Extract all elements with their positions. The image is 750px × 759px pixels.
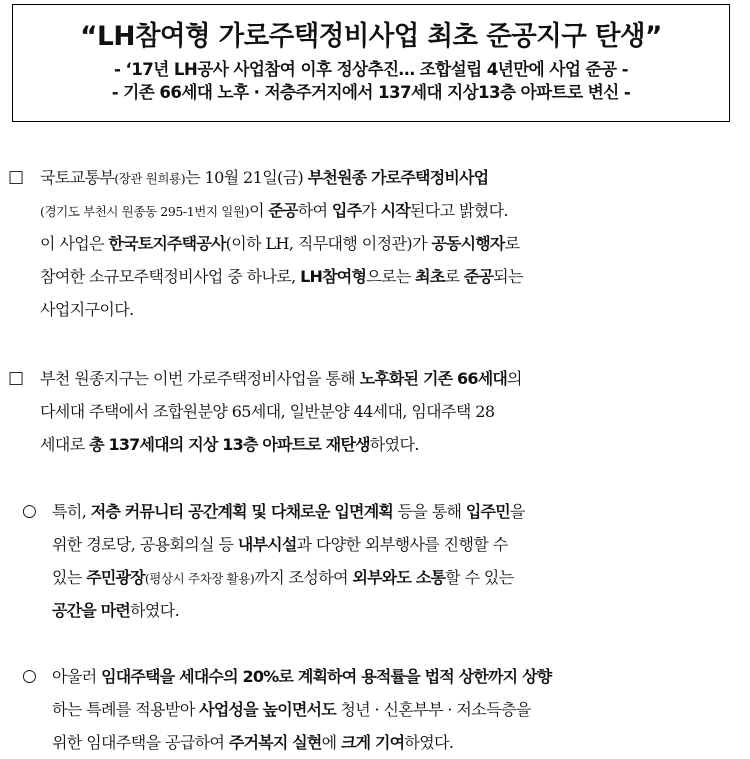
paragraph-2-line-1: 부천 원종지구는 이번 가로주택정비사업을 통해 노후화된 기존 66세대의 (40, 369, 522, 388)
paragraph-1-line-1: 국토교통부(장관 원희룡)는 10월 21일(금) 부천원종 가로주택정비사업 (40, 168, 489, 187)
paragraph-3-line-3: 있는 주민광장(평상시 주차장 활용)까지 조성하여 외부와도 소통할 수 있는 (52, 568, 514, 587)
title-box (12, 4, 730, 122)
paragraph-4-line-3: 위한 임대주택을 공급하여 주거복지 실현에 크게 기여하였다. (52, 733, 454, 752)
paragraph-1-line-2: (경기도 부천시 원종동 295-1번지 일원)이 준공하여 입주가 시작된다고 밝혔다. (40, 201, 508, 220)
paragraph-2-line-2: 다세대 주택에서 조합원분양 65세대, 일반분양 44세대, 임대주택 28 (40, 402, 495, 421)
paragraph-3-line-1: 특히, 저층 커뮤니티 공간계획 및 다채로운 입면계획 등을 통해 입주민을 (52, 502, 525, 521)
paragraph-1-line-3: 이 사업은 한국토지주택공사(이하 LH, 직무대행 이정관)가 공동시행자로 (40, 234, 520, 253)
paragraph-4-line-2: 하는 특례를 적용받아 사업성을 높이면서도 청년 · 신혼부부 · 저소득층을 (52, 700, 531, 719)
paragraph-1-line-4: 참여한 소규모주택정비사업 중 하나로, LH참여형으로는 최초로 준공되는 (40, 267, 523, 286)
headline: “LH참여형 가로주택정비사업 최초 준공지구 탄생” (80, 21, 662, 52)
paragraph-4-line-1: 아울러 임대주택을 세대수의 20%로 계획하여 용적률을 법적 상한까지 상향 (52, 667, 552, 686)
subheadline-2: - 기존 66세대 노후 · 저층주거지에서 137세대 지상13층 아파트로 변신 - (111, 83, 631, 103)
subheadline-1: - ‘17년 LH공사 사업참여 이후 정상추진… 조합설립 4년만에 사업 준공 - (114, 60, 628, 80)
paragraph-1-line-5: 사업지구이다. (40, 300, 134, 319)
paragraph-3-line-4: 공간을 마련하였다. (52, 601, 180, 620)
paragraph-2-line-3: 세대로 총 137세대의 지상 13층 아파트로 재탄생하였다. (40, 435, 419, 454)
circle-bullet-icon: ○ (22, 501, 37, 521)
circle-bullet-icon: ○ (22, 666, 37, 686)
square-bullet-icon: □ (8, 167, 24, 187)
paragraph-3-line-2: 위한 경로당, 공용회의실 등 내부시설과 다양한 외부행사를 진행할 수 (52, 535, 508, 554)
square-bullet-icon: □ (8, 368, 24, 388)
